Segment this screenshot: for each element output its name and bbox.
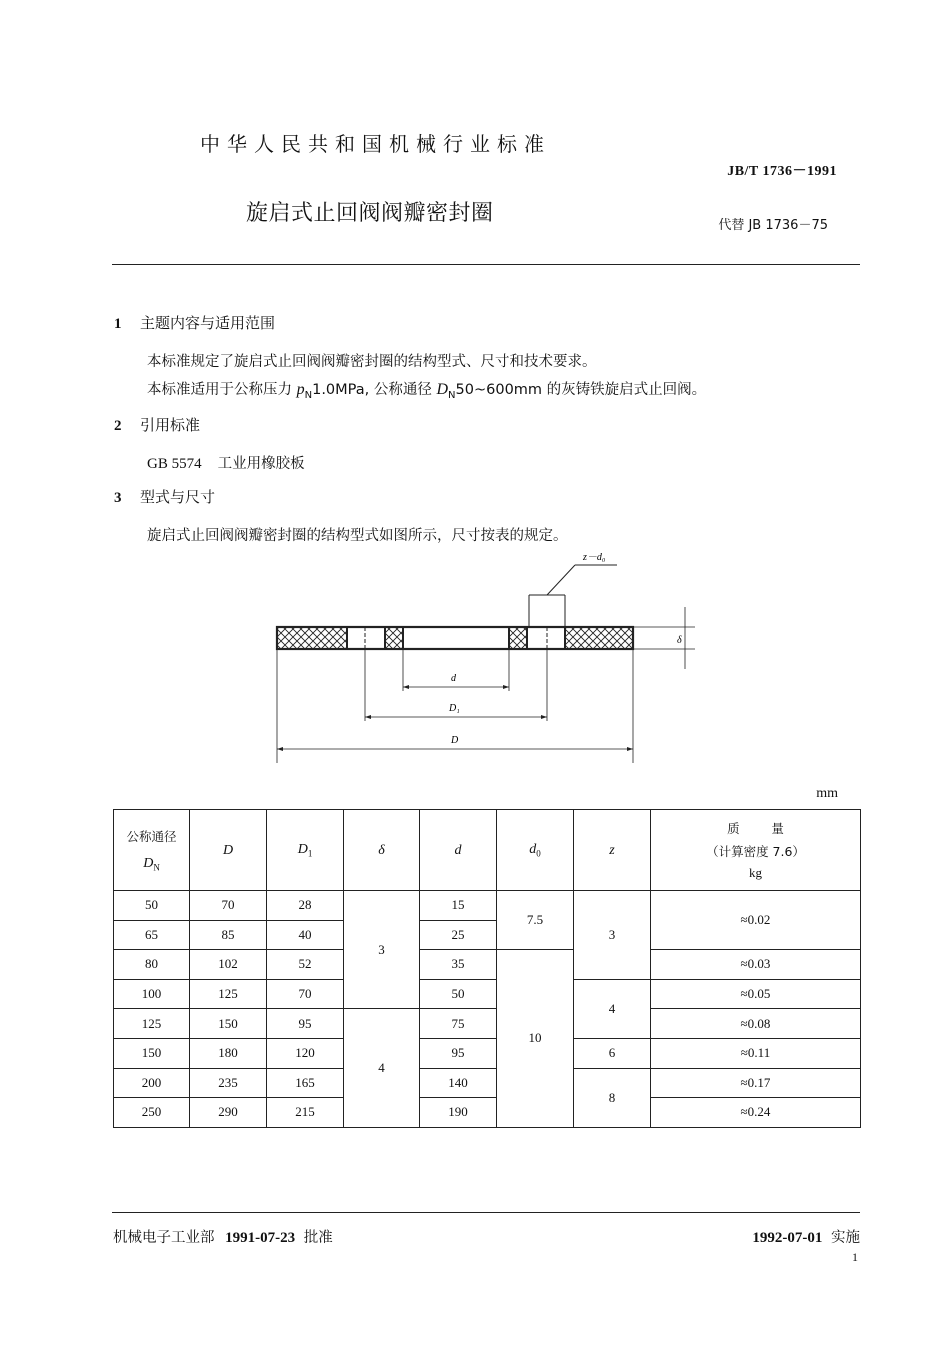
header-d: d <box>420 810 497 891</box>
section-title: 型式与尺寸 <box>140 488 216 506</box>
ring-section-inner-right <box>509 627 527 649</box>
header-D1: $D_1$ <box>267 810 344 891</box>
hole-leader <box>547 565 575 595</box>
dimensions-table <box>113 809 861 1128</box>
section-title: 引用标准 <box>140 416 201 434</box>
header-rule <box>112 264 860 265</box>
mass-cell: ≈0.17 <box>651 1068 861 1098</box>
table-unit: mm <box>816 786 838 801</box>
section-title: 主题内容与适用范围 <box>140 314 276 332</box>
section-number: 1 <box>114 316 122 332</box>
table-row: 65 85 40 25 <box>114 920 861 950</box>
delta-group-a: 3 <box>344 891 420 1009</box>
standard-code: JB/T 1736－1991 <box>727 164 837 179</box>
organization-title: 中华人民共和国机械行业标准 <box>200 132 551 156</box>
section-1-heading <box>114 312 275 333</box>
d0-group-a: 7.5 <box>497 891 574 950</box>
header-nominal-diameter: 公称通径 $D_N$ <box>114 810 190 891</box>
hole-label: z－d₀ <box>583 552 606 563</box>
mass-cell: ≈0.08 <box>651 1009 861 1039</box>
z-group-a: 3 <box>574 891 651 980</box>
mass-cell: ≈0.11 <box>651 1038 861 1068</box>
implementation-word: 实施 <box>831 1230 860 1246</box>
z-group-b: 4 <box>574 979 651 1038</box>
dim-label-d: d <box>451 673 456 684</box>
d0-group-b: 10 <box>497 950 574 1128</box>
table-header-row <box>114 810 861 891</box>
ring-section-inner-left <box>385 627 403 649</box>
table-row: 250 290 215 190 ≈0.24 <box>114 1098 861 1128</box>
approval-line <box>113 1226 333 1247</box>
ring-section-right <box>565 627 633 649</box>
thickness-label: δ <box>677 635 682 646</box>
delta-group-b: 4 <box>344 1009 420 1127</box>
mass-cell: ≈0.03 <box>651 950 861 980</box>
section-3-paragraph: 旋启式止回阀阀瓣密封圈的结构型式如图所示，尺寸按表的规定。 <box>147 528 568 544</box>
ring-section-left <box>277 627 347 649</box>
implementation-line <box>752 1226 860 1247</box>
replaces-note: 代替 JB 1736－75 <box>718 218 828 233</box>
table-row: 80 102 52 35 10 ≈0.03 <box>114 950 861 980</box>
document-title: 旋启式止回阀阀瓣密封圈 <box>246 201 494 226</box>
z-cell: 6 <box>574 1038 651 1068</box>
mass-group-a: ≈0.02 <box>651 891 861 950</box>
mass-cell: ≈0.24 <box>651 1098 861 1128</box>
header-d0: $d_0$ <box>497 810 574 891</box>
header-z: z <box>574 810 651 891</box>
approval-word: 批准 <box>303 1230 333 1246</box>
section-number: 2 <box>114 418 122 434</box>
reference-code: GB 5574 <box>147 456 202 472</box>
table-row: 150 180 120 95 6 ≈0.11 <box>114 1038 861 1068</box>
table-row: 100 125 70 50 4 ≈0.05 <box>114 979 861 1009</box>
dim-label-D1: D₁ <box>449 703 460 714</box>
pn-symbol: p <box>296 381 305 398</box>
dn-symbol: D <box>436 381 449 398</box>
dim-label-D: D <box>451 735 459 746</box>
seal-ring-drawing <box>265 545 705 770</box>
table-row: 50 70 28 3 15 7.5 3 ≈0.02 <box>114 891 861 921</box>
section-2-heading <box>114 414 200 435</box>
mass-cell: ≈0.05 <box>651 979 861 1009</box>
section-1-paragraph-2: 本标准适用于公称压力 $p_N1.0MPa$, 公称通径 $D_N50\sim 600mm$ 的灰铸铁旋启式止回阀。 <box>147 381 707 401</box>
issuer: 机械电子工业部 <box>113 1230 215 1246</box>
implementation-date: 1992-07-01 <box>752 1230 823 1246</box>
section-number: 3 <box>114 490 122 506</box>
header-delta: δ <box>344 810 420 891</box>
reference-standard <box>147 452 305 473</box>
section-1-paragraph-1: 本标准规定了旋启式止回阀阀瓣密封圈的结构型式、尺寸和技术要求。 <box>147 354 597 370</box>
header-D: D <box>190 810 267 891</box>
table-row: 125 150 95 4 75 ≈0.08 <box>114 1009 861 1039</box>
footer-rule <box>112 1212 860 1213</box>
reference-title: 工业用橡胶板 <box>217 456 305 472</box>
header-mass: 质 量 （计算密度 7.6） kg <box>651 810 861 891</box>
table-row: 200 235 165 140 8 ≈0.17 <box>114 1068 861 1098</box>
approval-date: 1991-07-23 <box>225 1230 296 1246</box>
section-3-heading <box>114 486 215 507</box>
z-group-d: 8 <box>574 1068 651 1127</box>
page-number: 1 <box>852 1250 858 1264</box>
